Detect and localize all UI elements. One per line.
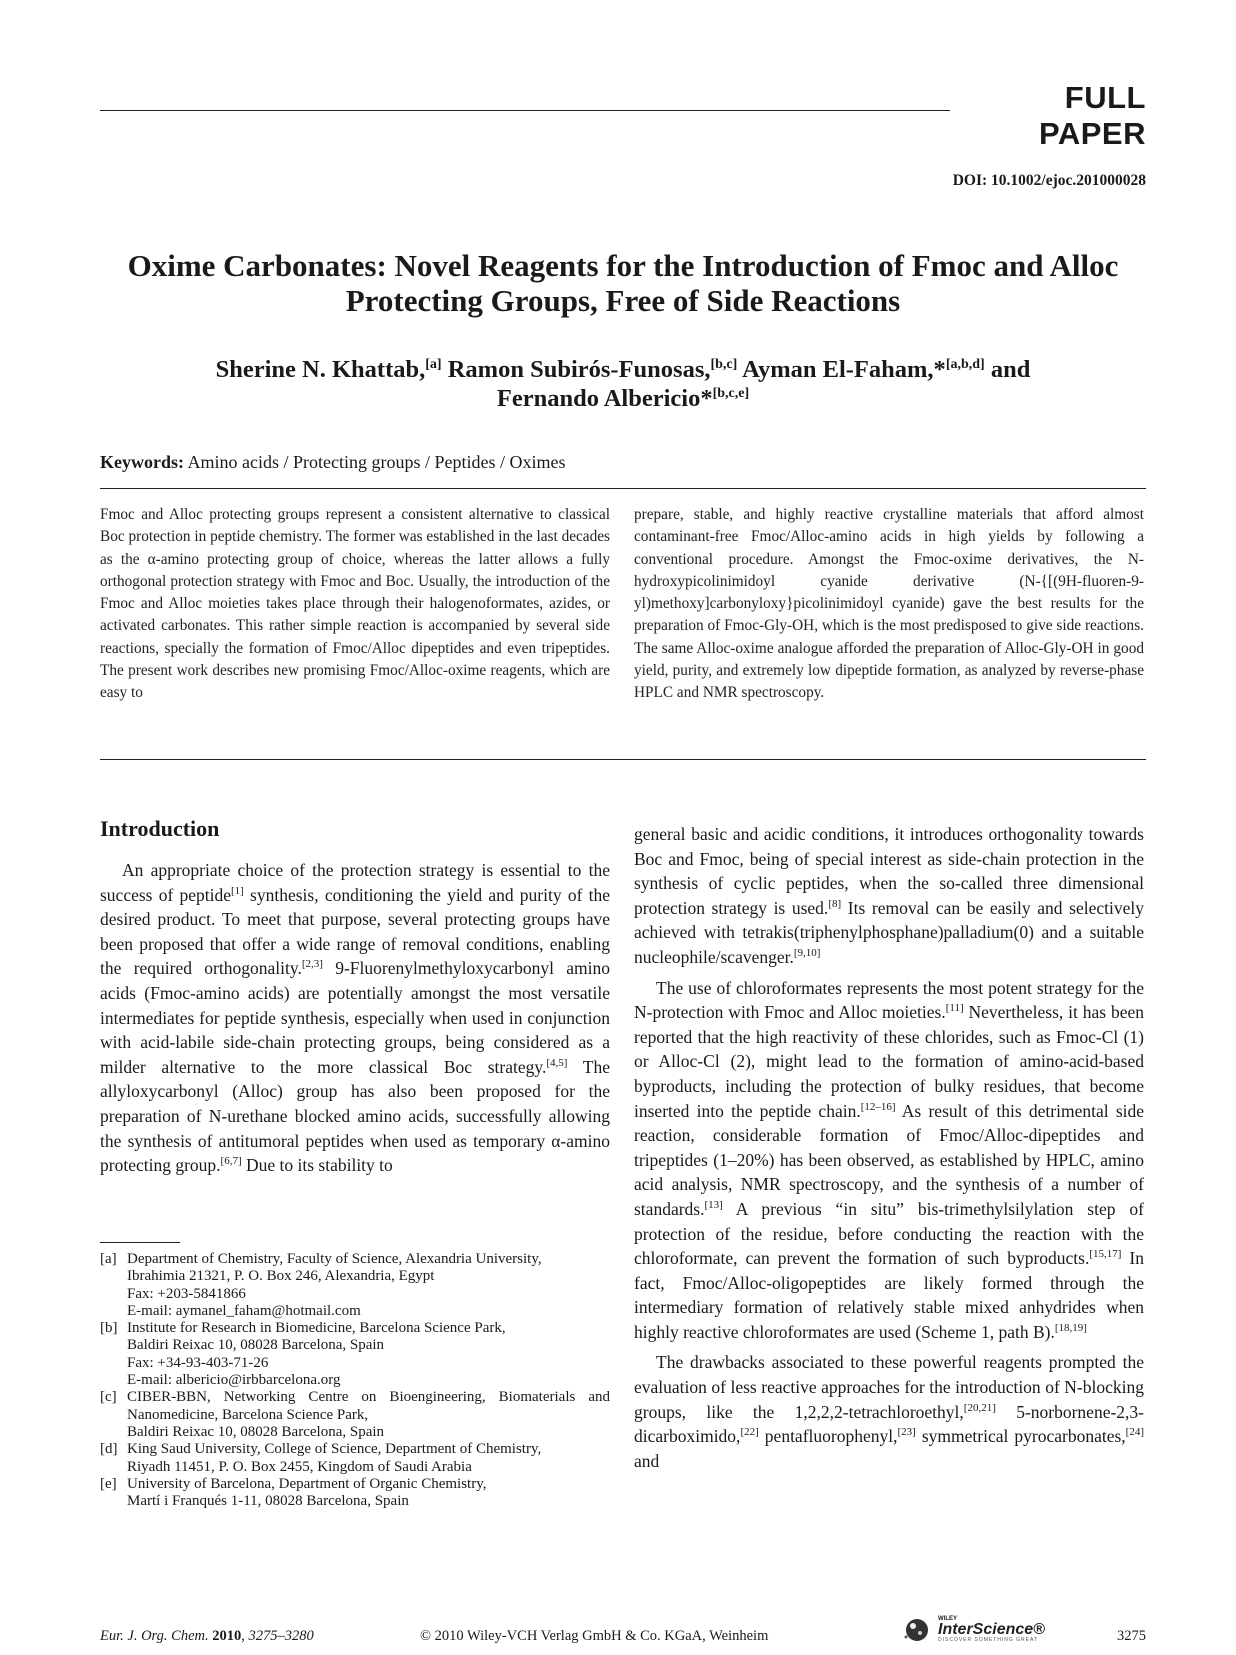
citation-ref[interactable]: [22] — [740, 1426, 759, 1439]
paragraph: An appropriate choice of the protection strategy is essential to the success of peptide[1] synthesis, conditioning the yield and purity of the desired product. To meet that purpose, several protecting groups have been proposed that offer a wide range of removal conditions, enabling the required orthogonality.[2,3] 9-Fluorenylmethyloxycarbonyl amino acids (Fmoc-amino acids) are potentially amongst the most versatile intermediates for peptide synthesis, especially when used in conjunction with acid-labile side-chain protecting groups, being considered as a milder alternative to the more classical Boc strategy.[4,5] The allyloxycarbonyl (Alloc) group has also been proposed for the preparation of N-urethane blocked amino acids, successfully allowing the synthesis of antitumoral peptides when used as temporary α-amino protecting group.[6,7] Due to its stability to — [100, 860, 610, 1176]
email-link[interactable]: E-mail: albericio@irbbarcelona.org — [127, 1372, 341, 1389]
paragraph: general basic and acidic conditions, it introduces orthogonality towards Boc and Fmoc, being of special interest as side-chain protection in the synthesis of cyclic peptides, when the so-called three dimensional protection strategy is used.[8] Its removal can be easily and selectively achieved with tetrakis(triphenylphosphane)palladium(0) and a suitable nucleophile/scavenger.[9,10] — [634, 824, 1144, 967]
author-1: Sherine N. Khattab,[a] — [215, 356, 442, 383]
citation-ref[interactable]: [23] — [897, 1426, 916, 1439]
citation-ref[interactable]: [15,17] — [1089, 1248, 1122, 1261]
wiley-interscience-logo: WILEY InterScience® DISCOVER SOMETHING GREAT — [900, 1616, 1045, 1643]
article-title: Oxime Carbonates: Novel Reagents for the Introduction of Fmoc and Alloc Protecting Groups, Free of Side Reactions — [127, 248, 1119, 318]
authors-conjunction: and — [990, 356, 1031, 383]
citation-ref[interactable]: [20,21] — [963, 1401, 996, 1414]
footer-copyright: © 2010 Wiley-VCH Verlag GmbH & Co. KGaA, Weinheim — [420, 1628, 769, 1644]
section-heading-introduction: Introduction — [100, 816, 220, 841]
footnote-d: [d] King Saud University, College of Science, Department of Chemistry, Riyadh 11451, P. O. Box 2455, Kingdom of Saudi Arabia — [100, 1441, 542, 1475]
keywords-text: Amino acids / Protecting groups / Peptides / Oximes — [187, 452, 566, 472]
author-4: Fernando Albericio*[b,c,e] — [496, 385, 750, 412]
footnote-c: [c] CIBER-BBN, Networking Centre on Bioengineering, Biomaterials and Nanomedicine, Barcelona Science Park, Baldiri Reixac 10, 08028 Barcelona, Spain — [100, 1389, 610, 1440]
paragraph: The drawbacks associated to these powerful reagents prompted the evaluation of less reactive approaches for the introduction of N-blocking groups, like the 1,2,2,2-tetrachloroethyl,[20,21] 5-norbornene-2,3-dicarboximido,[22] pentafluorophenyl,[23] symmetrical pyrocarbonates,[24] and — [634, 1352, 1144, 1471]
affiliation-footnotes — [100, 1251, 610, 1510]
body-left-column — [100, 858, 610, 1184]
citation-ref[interactable]: [11] — [945, 1002, 964, 1015]
abstract-left-column: Fmoc and Alloc protecting groups represent a consistent alternative to classical Boc protection in peptide chemistry. The former was established in the last decades as the α-amino protecting group of choice, whereas the latter allows a fully orthogonal protection strategy with Fmoc and Boc. Usually, the introduction of the Fmoc and Alloc moieties takes place through their halogenoformates, azides, or activated carbonates. This rather simple reaction is accompanied by several side reactions, specially the formation of Fmoc/Alloc dipeptides and even tripeptides. The present work describes new promising Fmoc/Alloc-oxime reagents, which are easy to — [100, 506, 610, 702]
citation-ref[interactable]: [18,19] — [1054, 1322, 1087, 1335]
citation-ref[interactable]: [9,10] — [793, 947, 821, 960]
abstract-bottom-rule — [100, 759, 1146, 760]
abstract-top-rule — [100, 488, 1146, 489]
footnote-a: [a] Department of Chemistry, Faculty of Science, Alexandria University, Ibrahimia 21321, P. O. Box 246, Alexandria, Egypt Fax: +203-5841866 E-mail: aymanel_faham@hotmail.com — [100, 1251, 610, 1320]
footer-citation: Eur. J. Org. Chem. 2010, 3275–3280 — [100, 1628, 314, 1644]
sphere-logo-icon — [900, 1617, 934, 1643]
doi[interactable]: DOI: 10.1002/ejoc.201000028 — [952, 172, 1146, 189]
footnote-b: [b] Institute for Research in Biomedicine, Barcelona Science Park, Baldiri Reixac 10, 08028 Barcelona, Spain Fax: +34-93-403-71-26 E-mail: albericio@irbbarcelona.org — [100, 1320, 610, 1389]
footnote-e: [e] University of Barcelona, Department of Organic Chemistry, Martí i Franqués 1-11, 08028 Barcelona, Spain — [100, 1475, 487, 1510]
citation-ref[interactable]: [6,7] — [220, 1155, 242, 1168]
email-link[interactable]: E-mail: aymanel_faham@hotmail.com — [127, 1302, 361, 1319]
header-rule — [100, 110, 950, 111]
citation-ref[interactable]: [8] — [828, 897, 842, 910]
paragraph: The use of chloroformates represents the most potent strategy for the N-protection with Fmoc and Alloc moieties.[11] Nevertheless, it has been reported that the high reactivity of these chlorides, such as Fmoc-Cl (1) or Alloc-Cl (2), might lead to the formation of amino-acid-based byproducts, including the protection of bulky residues, that become inserted into the peptide chain.[12–16] As result of this detrimental side reaction, considerable formation of Fmoc/Alloc-dipeptides and tripeptides (1–20%) has been observed, as established by HPLC, amino acid analysis, NMR spectroscopy, and the synthesis of a number of standards.[13] A previous “in situ” bis-trimethylsilylation step of protection of the residue, before conducting the reaction with the chloroformate, can prevent the formation of such byproducts.[15,17] In fact, Fmoc/Alloc-oligopeptides are likely formed through the intermediary formation of relatively stable mixed anhydrides when highly reactive chloroformates are used (Scheme 1, path B).[18,19] — [634, 977, 1145, 1342]
citation-ref[interactable]: [24] — [1125, 1426, 1144, 1439]
citation-ref[interactable]: [2,3] — [301, 958, 323, 971]
author-2: Ramon Subirós-Funosas,[b,c] — [447, 356, 738, 383]
author-3: Ayman El-Faham,*[a,b,d] — [742, 356, 985, 383]
section-label: FULL PAPER — [1038, 80, 1146, 151]
citation-ref[interactable]: [1] — [231, 884, 244, 897]
body-right-column — [634, 822, 1144, 1479]
citation-ref[interactable]: [12–16] — [860, 1100, 896, 1113]
keywords-label: Keywords: — [100, 452, 184, 472]
citation-ref[interactable]: [13] — [704, 1199, 723, 1212]
author-list — [100, 355, 1146, 413]
keywords — [100, 452, 1146, 473]
page-number: 3275 — [1117, 1628, 1146, 1644]
abstract-right-column: prepare, stable, and highly reactive crystalline materials that afford almost contaminant-free Fmoc/Alloc-amino acids in high yields by following a conventional procedure. Amongst the Fmoc-oxime derivatives, the N-hydroxypicolinimidoyl cyanide derivative (N-{[(9H-fluoren-9-yl)methoxy]carbonyloxy}picolinimidoyl cyanide) gave the best results for the preparation of Fmoc-Gly-OH, which is the most predisposed to give side reactions. The same Alloc-oxime analogue afforded the preparation of Alloc-Gly-OH in good yield, purity, and extremely low dipeptide formation, as analyzed by reverse-phase HPLC and NMR spectroscopy. — [634, 506, 1144, 702]
citation-ref[interactable]: [4,5] — [546, 1056, 568, 1069]
footnote-rule — [100, 1242, 180, 1243]
